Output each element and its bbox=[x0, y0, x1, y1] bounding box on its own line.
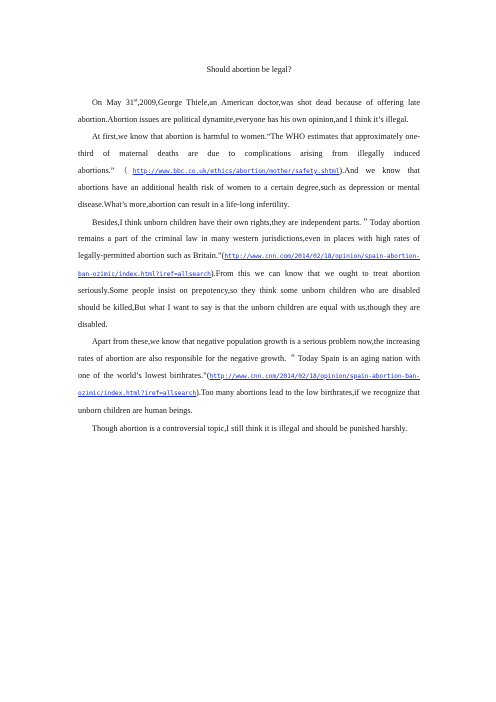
paragraph-1-text-a: On May 31 bbox=[92, 98, 134, 107]
paragraph-3-text-a: Besides,I think unborn children have their own rights,they are independent parts.＂Today abortion remains a part of the criminal law in many western jurisdictions,even in places with high rates of legally-permitted abortion such as Britain.”( bbox=[78, 217, 420, 260]
paragraph-4 bbox=[78, 334, 420, 420]
paragraph-4-text-b: ).Too many abortions lead to the low birthrates,if we recognize that unborn children are human beings. bbox=[78, 388, 420, 416]
paragraph-3 bbox=[78, 215, 420, 334]
document-title: Should abortion be legal? bbox=[206, 65, 292, 74]
cnn-source-link-2[interactable]: http://www.cnn.com/2014/02/18/opinion/spain-abortion-ban-ozimic/index.html?iref=allsearch bbox=[78, 372, 420, 398]
paragraph-2-text-a: At first,we know that abortion is harmful to women.“The WHO estimates that approximately one-third of maternal deaths are due to complications arising from illegally induced abortions.”（ bbox=[78, 132, 420, 175]
paragraph-3-text-b: ).From this we can know that we ought to treat abortion seriously.Some people insist on prepotency,so they think some unborn children who are disabled should be killed,But what I want to say is that the unborn children are equal with us,though they are disabled. bbox=[78, 268, 420, 329]
cnn-source-link-1[interactable]: http://www.cnn.com/2014/02/18/opinion/spain-abortion-ban-ozimic/index.html?iref=allsearch bbox=[78, 252, 420, 278]
paragraph-2 bbox=[78, 129, 420, 214]
paragraph-4-text-a: Apart from these,we know that negative population growth is a serious problem now,the increasing rates of abortion are also responsible for the negative growth. ＂Today Spain is an aging nation with one of the world’s lowest birthrates.”( bbox=[78, 337, 420, 380]
bbc-source-link[interactable]: http://www.bbc.co.uk/ethics/abortion/mother/safety.shtml bbox=[132, 167, 340, 175]
paragraph-1 bbox=[78, 95, 420, 128]
paragraph-5-text: Though abortion is a controversial topic,I still think it is illegal and should be punished harshly. bbox=[92, 423, 408, 433]
paragraph-1-text-b: ,2009,George Thiele,an American doctor,was shot dead because of offering late abortion.Abortion issues are political dynamite,everyone has his own opinion,and I think it’s illegal. bbox=[78, 98, 420, 124]
document-body bbox=[78, 64, 420, 437]
paragraph-2-text-b: ).And we know that abortions have an additional health risk of women to a certain degree,such as depression or mental disease.What’s more,abortion can result in a life-long infertility. bbox=[78, 165, 420, 210]
ordinal-suffix: st bbox=[133, 98, 138, 104]
paragraph-5 bbox=[78, 421, 420, 438]
